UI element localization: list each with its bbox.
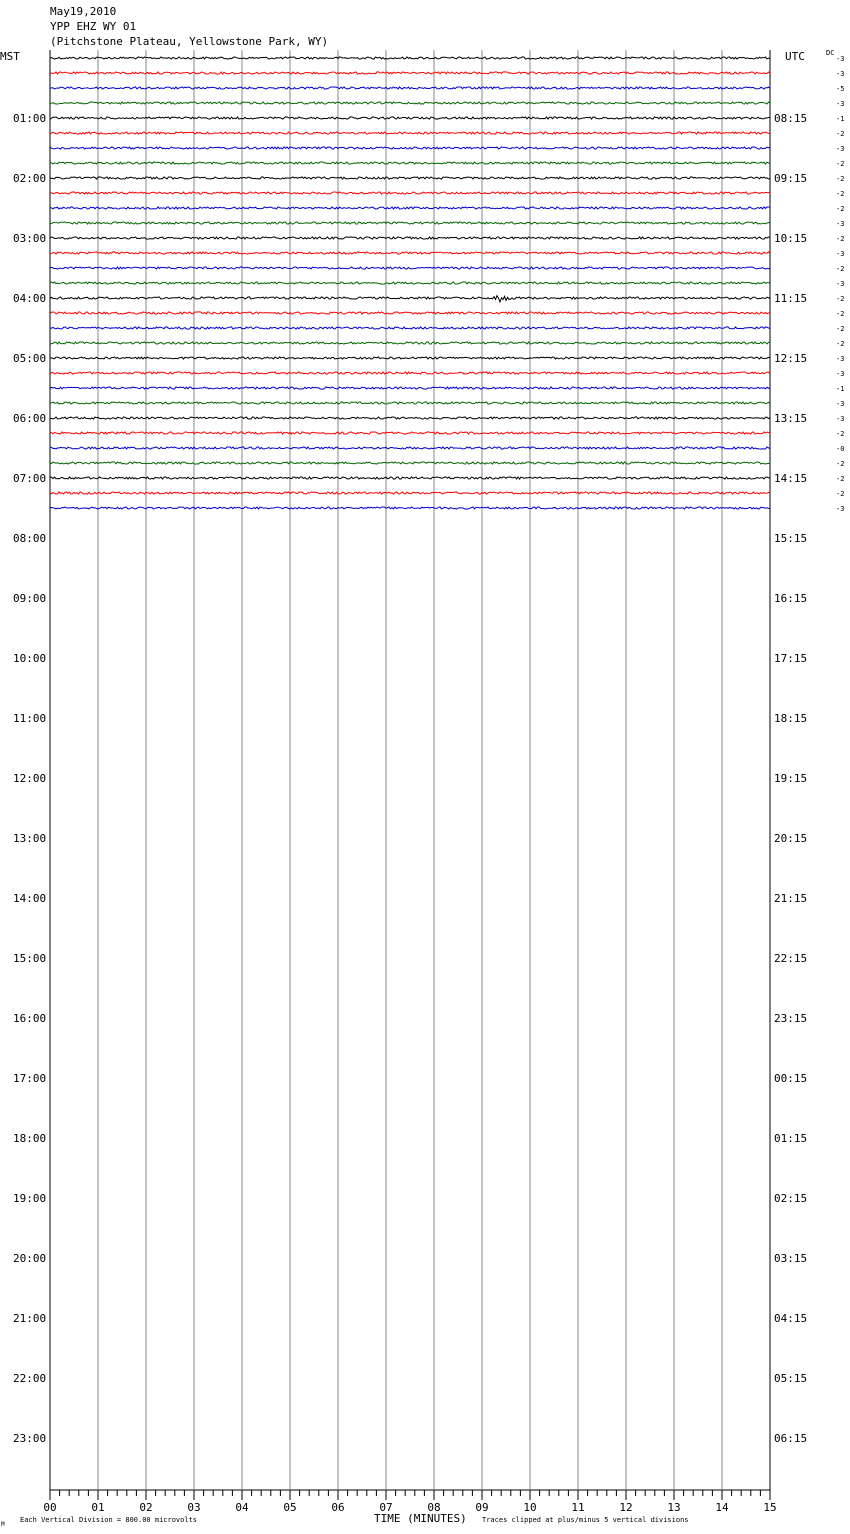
dc-offset-label: -5 (836, 85, 845, 93)
utc-hour-label: 08:15 (774, 112, 808, 125)
x-tick-label: 03 (187, 1501, 201, 1514)
mst-hour-label: 23:00 (13, 1432, 47, 1445)
mst-hour-label: 06:00 (13, 412, 47, 425)
seismic-trace (50, 147, 770, 149)
x-tick-label: 01 (91, 1501, 105, 1514)
mst-hour-label: 05:00 (13, 352, 47, 365)
utc-hour-label: 13:15 (774, 412, 808, 425)
mst-hour-label: 02:00 (13, 172, 47, 185)
seismic-trace (50, 447, 770, 449)
seismic-trace (50, 342, 770, 344)
seismic-trace (50, 117, 770, 119)
mst-hour-label: 01:00 (13, 112, 47, 125)
seismic-trace (50, 312, 770, 314)
seismic-trace (50, 417, 770, 419)
seismic-trace (50, 57, 770, 59)
mst-hour-label: 09:00 (13, 592, 47, 605)
x-tick-label: 12 (619, 1501, 633, 1514)
seismic-trace (50, 162, 770, 164)
seismic-trace (50, 207, 770, 209)
seismic-trace (50, 492, 770, 494)
mst-hour-label: 21:00 (13, 1312, 47, 1325)
x-tick-label: 02 (139, 1501, 153, 1514)
seismic-trace (50, 177, 770, 179)
mst-hour-label: 10:00 (13, 652, 47, 665)
seismic-trace (50, 327, 770, 329)
dc-offset-label: -2 (836, 265, 845, 273)
utc-hour-label: 01:15 (774, 1132, 808, 1145)
mst-hour-label: 04:00 (13, 292, 47, 305)
seismic-trace (50, 477, 770, 479)
seismic-trace (50, 387, 770, 389)
utc-hour-label: 18:15 (774, 712, 808, 725)
seismic-trace (50, 432, 770, 434)
utc-hour-label: 03:15 (774, 1252, 808, 1265)
seismic-trace (50, 237, 770, 239)
location-label: (Pitchstone Plateau, Yellowstone Park, WY) (50, 35, 329, 48)
utc-hour-label: 06:15 (774, 1432, 808, 1445)
utc-hour-label: 11:15 (774, 292, 808, 305)
x-tick-label: 09 (475, 1501, 489, 1514)
mst-hour-label: 14:00 (13, 892, 47, 905)
dc-offset-label: -2 (836, 475, 845, 483)
seismic-trace (50, 507, 770, 509)
mst-hour-label: 22:00 (13, 1372, 47, 1385)
seismic-trace (50, 72, 770, 74)
dc-offset-label: -2 (836, 340, 845, 348)
seismic-trace (50, 222, 770, 224)
mst-hour-label: 19:00 (13, 1192, 47, 1205)
utc-hour-label: 14:15 (774, 472, 808, 485)
mst-hour-label: 11:00 (13, 712, 47, 725)
x-tick-label: 04 (235, 1501, 249, 1514)
dc-offset-label: -2 (836, 205, 845, 213)
dc-offset-label: -3 (836, 400, 845, 408)
dc-offset-label: -1 (836, 385, 845, 393)
scale-note: Each Vertical Division = 800.00 microvolts (20, 1516, 198, 1524)
x-axis-title: TIME (MINUTES) (374, 1512, 467, 1525)
seismic-trace (50, 357, 770, 359)
mst-hour-label: 13:00 (13, 832, 47, 845)
mst-hour-label: 20:00 (13, 1252, 47, 1265)
utc-hour-label: 17:15 (774, 652, 808, 665)
utc-hour-label: 04:15 (774, 1312, 808, 1325)
utc-hour-label: 20:15 (774, 832, 808, 845)
dc-label: DC (826, 49, 835, 57)
x-tick-label: 06 (331, 1501, 345, 1514)
dc-offset-label: -2 (836, 490, 845, 498)
dc-offset-label: -3 (836, 250, 845, 258)
x-tick-label: 00 (43, 1501, 57, 1514)
dc-offset-label: -2 (836, 130, 845, 138)
x-tick-label: 10 (523, 1501, 537, 1514)
mst-hour-label: 17:00 (13, 1072, 47, 1085)
dc-offset-label: -3 (836, 415, 845, 423)
dc-offset-label: -3 (836, 280, 845, 288)
dc-offset-label: -2 (836, 190, 845, 198)
utc-hour-label: 05:15 (774, 1372, 808, 1385)
seismic-trace (50, 192, 770, 194)
x-tick-label: 14 (715, 1501, 729, 1514)
x-tick-label: 05 (283, 1501, 297, 1514)
dc-offset-label: -2 (836, 235, 845, 243)
dc-offset-label: -3 (836, 220, 845, 228)
utc-hour-label: 23:15 (774, 1012, 808, 1025)
dc-offset-label: -2 (836, 175, 845, 183)
dc-offset-label: -2 (836, 295, 845, 303)
dc-offset-label: -2 (836, 460, 845, 468)
x-tick-label: 08 (427, 1501, 441, 1514)
mst-axis-title: MST (0, 50, 20, 63)
dc-offset-label: -2 (836, 160, 845, 168)
utc-hour-label: 02:15 (774, 1192, 808, 1205)
clip-note: Traces clipped at plus/minus 5 vertical divisions (482, 1516, 689, 1524)
dc-offset-label: -3 (836, 355, 845, 363)
seismic-trace (50, 462, 770, 464)
mst-hour-label: 16:00 (13, 1012, 47, 1025)
dc-offset-label: -3 (836, 70, 845, 78)
dc-offset-label: -3 (836, 100, 845, 108)
utc-hour-label: 22:15 (774, 952, 808, 965)
x-tick-label: 11 (571, 1501, 585, 1514)
utc-axis-title: UTC (785, 50, 805, 63)
utc-hour-label: 16:15 (774, 592, 808, 605)
x-tick-label: 13 (667, 1501, 681, 1514)
seismic-trace (50, 102, 770, 104)
seismic-trace (50, 87, 770, 89)
dc-offset-label: -3 (836, 370, 845, 378)
dc-offset-label: -3 (836, 145, 845, 153)
x-tick-label: 15 (763, 1501, 777, 1514)
dc-offset-label: -0 (836, 445, 845, 453)
utc-hour-label: 00:15 (774, 1072, 808, 1085)
dc-offset-label: -3 (836, 55, 845, 63)
dc-offset-label: -3 (836, 505, 845, 513)
dc-offset-label: -2 (836, 310, 845, 318)
utc-hour-label: 09:15 (774, 172, 808, 185)
mst-hour-label: 03:00 (13, 232, 47, 245)
dc-offset-label: -2 (836, 430, 845, 438)
mst-hour-label: 08:00 (13, 532, 47, 545)
seismic-trace (50, 267, 770, 269)
seismic-trace (50, 282, 770, 284)
mst-hour-label: 18:00 (13, 1132, 47, 1145)
utc-hour-label: 21:15 (774, 892, 808, 905)
dc-offset-label: -1 (836, 115, 845, 123)
utc-hour-label: 12:15 (774, 352, 808, 365)
utc-hour-label: 19:15 (774, 772, 808, 785)
utc-hour-label: 15:15 (774, 532, 808, 545)
mst-hour-label: 15:00 (13, 952, 47, 965)
station-label: YPP EHZ WY 01 (50, 20, 137, 33)
seismic-trace (50, 402, 770, 404)
x-tick-label: 07 (379, 1501, 393, 1514)
seismic-trace (50, 132, 770, 134)
utc-hour-label: 10:15 (774, 232, 808, 245)
mst-hour-label: 12:00 (13, 772, 47, 785)
mst-hour-label: 07:00 (13, 472, 47, 485)
corner-mark: M (1, 1521, 5, 1528)
seismic-trace (50, 372, 770, 374)
date-label: May19,2010 (50, 5, 117, 18)
seismic-trace (50, 296, 770, 302)
dc-offset-label: -2 (836, 325, 845, 333)
seismic-trace (50, 252, 770, 254)
